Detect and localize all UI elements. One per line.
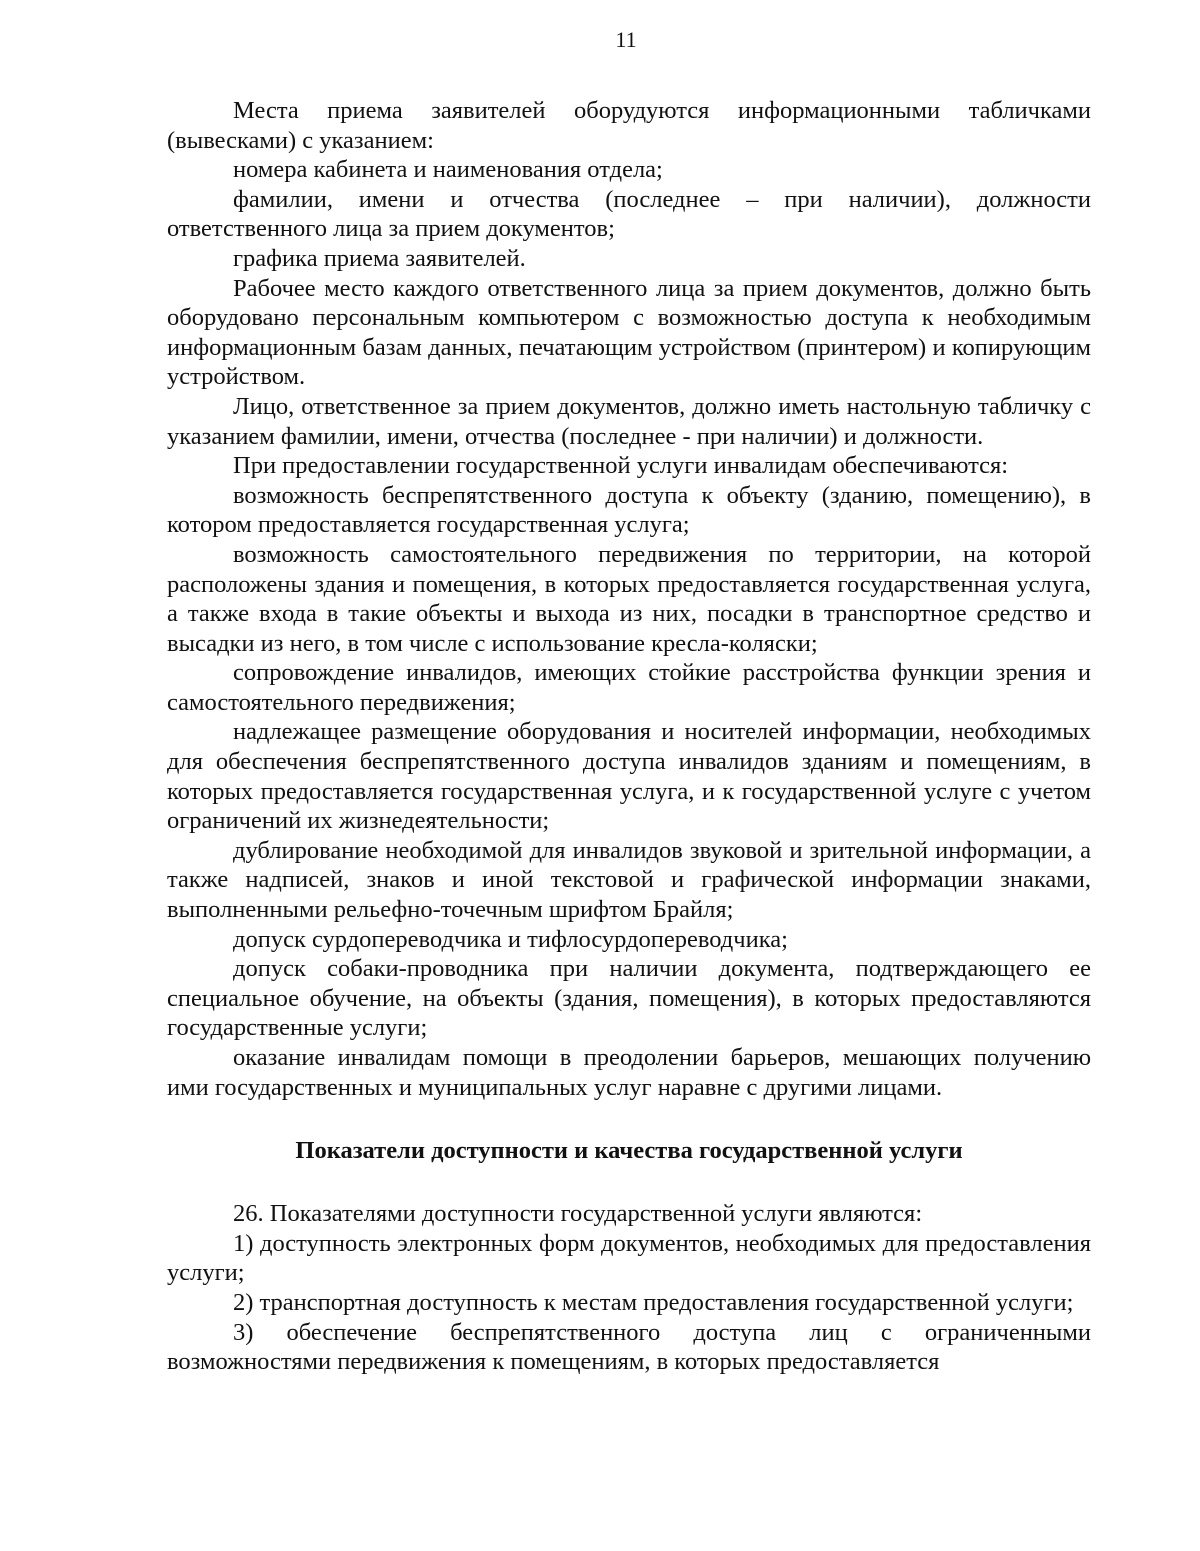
paragraph: Места приема заявителей оборудуются информационными табличками (вывесками) с указанием: (167, 97, 1091, 154)
paragraph: 2) транспортная доступность к местам предоставления государственной услуги; (233, 1288, 1074, 1316)
paragraph: фамилии, имени и отчества (последнее – при наличии), должности ответственного лица за прием документов; (167, 185, 1091, 243)
page-number: 11 (615, 27, 637, 52)
paragraph: номера кабинета и наименования отдела; (233, 156, 663, 184)
paragraph: надлежащее размещение оборудования и носителей информации, необходимых для обеспечения беспрепятственного доступа инвалидов зданиям и помещениям, в которых предоставляется государственная услуга, и к государственной услуге с учетом ограничений их жизнедеятельности; (167, 718, 1091, 835)
paragraph: оказание инвалидам помощи в преодолении барьеров, мешающих получению ими государственных и муниципальных услуг наравне с другими лицами. (167, 1044, 1091, 1101)
section-heading: Показатели доступности и качества государственной услуги (295, 1137, 963, 1165)
paragraph: графика приема заявителей. (233, 244, 526, 272)
paragraph: допуск сурдопереводчика и тифлосурдопереводчика; (233, 925, 788, 953)
paragraph: При предоставлении государственной услуги инвалидам обеспечиваются: (233, 452, 1009, 480)
paragraph: 26. Показателями доступности государственной услуги являются: (233, 1200, 923, 1228)
paragraph: допуск собаки-проводника при наличии документа, подтверждающего ее специальное обучение, на объекты (здания, помещения), в которых предоставляются государственные услуги; (167, 955, 1091, 1042)
paragraph: сопровождение инвалидов, имеющих стойкие расстройства функции зрения и самостоятельного передвижения; (167, 659, 1091, 716)
paragraph: дублирование необходимой для инвалидов звуковой и зрительной информации, а также надписей, знаков и иной текстовой и графической информации знаками, выполненными рельефно-точечным шрифтом Брайля; (167, 836, 1091, 924)
paragraph: возможность беспрепятственного доступа к объекту (зданию, помещению), в котором предоставляется государственная услуга; (167, 481, 1091, 539)
paragraph: 1) доступность электронных форм документов, необходимых для предоставления услуги; (167, 1229, 1091, 1287)
paragraph: Лицо, ответственное за прием документов, должно иметь настольную табличку с указанием фамилии, имени, отчества (последнее - при наличии) и должности. (167, 392, 1091, 450)
document-body (167, 96, 1091, 1377)
paragraph: возможность самостоятельного передвижения по территории, на которой расположены здания и помещения, в которых предоставляется государственная услуга, а также входа в такие объекты и выхода из них, посадки в транспортное средство и высадки из него, в том числе с использование кресла-коляски; (167, 540, 1091, 657)
paragraph: 3) обеспечение беспрепятственного доступа лиц с ограниченными возможностями передвижения к помещениям, в которых предоставляется (167, 1318, 1091, 1376)
paragraph: Рабочее место каждого ответственного лица за прием документов, должно быть оборудовано персональным компьютером с возможностью доступа к необходимым информационным базам данных, печатающим устройством (принтером) и копирующим устройством. (167, 274, 1091, 391)
